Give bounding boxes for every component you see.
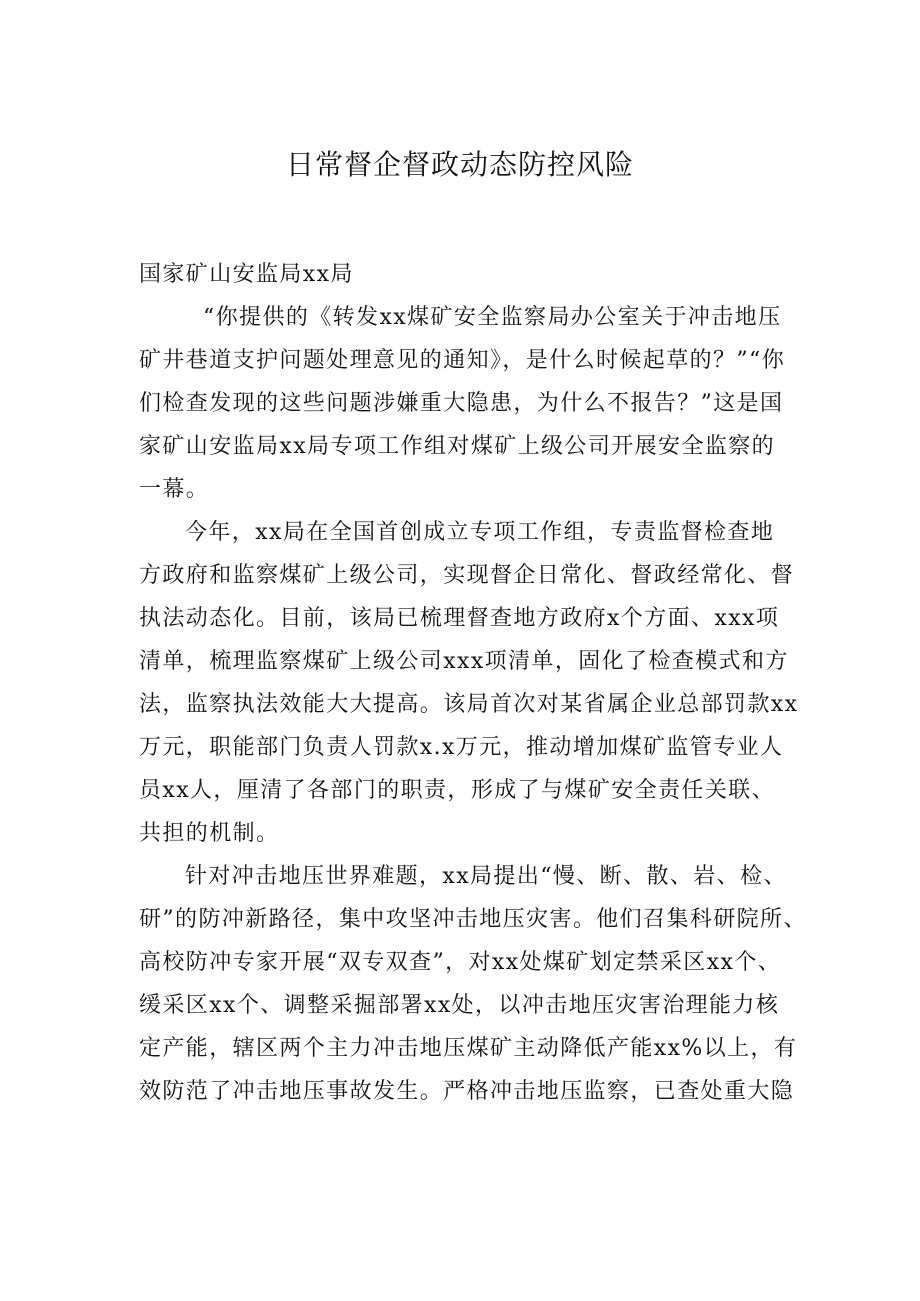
document-title: 日常督企督政动态防控风险 <box>285 148 634 181</box>
paragraph-2-line-6: 万元，职能部门负责人罚款x.x万元，推动增加煤矿监管专业人 <box>139 735 784 760</box>
paragraph-1-line-5: 一幕。 <box>139 477 210 502</box>
paragraph-3-line-4: 缓采区xx个、调整采掘部署xx处，以冲击地压灾害治理能力核 <box>139 993 780 1018</box>
paragraph-2-line-7: 员xx人，厘清了各部门的职责，形成了与煤矿安全责任关联、 <box>139 778 776 803</box>
paragraph-2-line-8: 共担的机制。 <box>139 821 280 846</box>
paragraph-2-line-1: 今年，xx局在全国首创成立专项工作组，专责监督检查地 <box>185 520 775 545</box>
paragraph-2-line-4: 清单，梳理监察煤矿上级公司xxx项清单，固化了检查模式和方 <box>139 649 789 674</box>
paragraph-1-line-2: 矿井巷道支护问题处理意见的通知》，是什么时候起草的？”“你 <box>139 348 786 373</box>
paragraph-2-line-2: 方政府和监察煤矿上级公司，实现督企日常化、督政经常化、督 <box>139 563 795 588</box>
paragraph-3-line-5: 定产能，辖区两个主力冲击地压煤矿主动降低产能xx%以上，有 <box>139 1036 798 1061</box>
paragraph-2-line-5: 法，监察执法效能大大提高。该局首次对某省属企业总部罚款xx <box>139 692 799 717</box>
paragraph-3-line-6: 效防范了冲击地压事故发生。严格冲击地压监察，已查处重大隐 <box>139 1079 795 1104</box>
author-line: 国家矿山安监局xx局 <box>139 262 354 287</box>
paragraph-1-line-1: “你提供的《转发xx煤矿安全监察局办公室关于冲击地压 <box>203 305 782 330</box>
paragraph-1-line-4: 家矿山安监局xx局专项工作组对煤矿上级公司开展安全监察的 <box>139 434 776 459</box>
paragraph-1-line-3: 们检查发现的这些问题涉嫌重大隐患，为什么不报告？”这是国 <box>139 391 784 416</box>
paragraph-3-line-3: 高校防冲专家开展“双专双查”，对xx处煤矿划定禁采区xx个、 <box>139 950 782 975</box>
paragraph-3-line-2: 研”的防冲新路径，集中攻坚冲击地压灾害。他们召集科研院所、 <box>139 907 807 932</box>
paragraph-3-line-1: 针对冲击地压世界难题，xx局提出“慢、断、散、岩、检、 <box>185 864 787 889</box>
paragraph-2-line-3: 执法动态化。目前，该局已梳理督查地方政府x个方面、xxx项 <box>139 606 780 631</box>
